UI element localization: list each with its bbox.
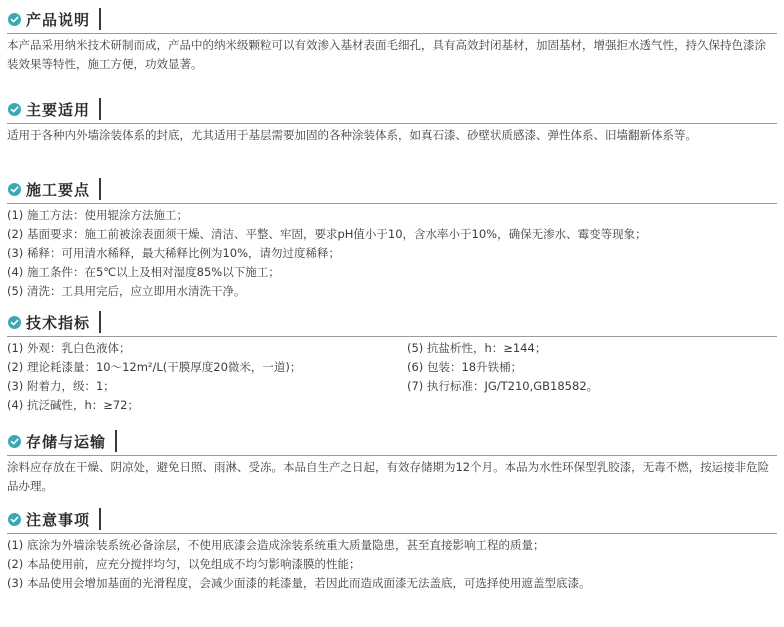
list-item: (2) 本品使用前，应充分搅拌均匀，以免组成不均匀影响漆膜的性能； bbox=[7, 557, 361, 571]
title-divider-bar bbox=[99, 178, 101, 200]
section-construction-points bbox=[7, 176, 777, 301]
spec-item: (3) 附着力，级：1； bbox=[7, 379, 115, 393]
spec-item: (7) 执行标准：JG/T210,GB18582。 bbox=[407, 379, 599, 393]
section-body bbox=[7, 126, 777, 145]
list-item: (4) 施工条件：在5℃以上及相对湿度85%以下施工； bbox=[7, 265, 280, 279]
section-header bbox=[7, 176, 777, 202]
check-circle-icon bbox=[8, 103, 21, 116]
section-storage-transport bbox=[7, 428, 777, 496]
section-body bbox=[7, 536, 777, 593]
list-item: (3) 本品使用会增加基面的光滑程度，会减少面漆的耗漆量，若因此而造成面漆无法盖底，可选择使用遮盖型底漆。 bbox=[7, 576, 591, 590]
section-title: 主要适用 bbox=[26, 100, 91, 119]
list-item: (5) 清洗：工具用完后，应立即用水清洗干净。 bbox=[7, 284, 246, 298]
list-item: (1) 施工方法：使用辊涂方法施工； bbox=[7, 208, 188, 222]
title-divider-bar bbox=[99, 311, 101, 333]
section-rule bbox=[7, 455, 777, 456]
title-divider-bar bbox=[115, 430, 117, 452]
section-rule bbox=[7, 533, 777, 534]
section-rule bbox=[7, 123, 777, 124]
section-title: 技术指标 bbox=[26, 313, 91, 332]
spec-column-left bbox=[7, 339, 407, 415]
check-circle-icon bbox=[8, 13, 21, 26]
section-title: 施工要点 bbox=[26, 180, 91, 199]
section-rule bbox=[7, 33, 777, 34]
section-title: 注意事项 bbox=[26, 510, 91, 529]
section-technical-specs bbox=[7, 309, 777, 415]
section-precautions bbox=[7, 506, 777, 593]
spec-item: (5) 抗盐析性，h：≥144； bbox=[407, 341, 547, 355]
list-item: (2) 基面要求：施工前被涂表面须干燥、清洁、平整、牢固，要求pH值小于10，含水率小于10%，确保无渗水、霉变等现象； bbox=[7, 227, 647, 241]
spec-column-right bbox=[407, 339, 767, 415]
section-header bbox=[7, 309, 777, 335]
spec-item: (4) 抗泛碱性，h：≥72； bbox=[7, 398, 140, 412]
section-header bbox=[7, 6, 777, 32]
section-body bbox=[7, 206, 777, 301]
section-paragraph: 涂料应存放在干燥、阴凉处，避免日照、雨淋、受冻。本品自生产之日起，有效存储期为12个月。本品为水性环保型乳胶漆，无毒不燃，按运接非危险品办理。 bbox=[7, 460, 770, 493]
section-body bbox=[7, 36, 777, 74]
title-divider-bar bbox=[99, 98, 101, 120]
spec-item: (2) 理论耗漆量：10～12m²/L(干膜厚度20微米，一道)； bbox=[7, 360, 302, 374]
section-rule bbox=[7, 203, 777, 204]
check-circle-icon bbox=[8, 316, 21, 329]
spec-item: (1) 外观：乳白色液体； bbox=[7, 341, 131, 355]
check-circle-icon bbox=[8, 435, 21, 448]
section-title: 产品说明 bbox=[26, 10, 91, 29]
list-item: (3) 稀释：可用清水稀释，最大稀释比例为10%，请勿过度稀释； bbox=[7, 246, 341, 260]
section-title: 存储与运输 bbox=[26, 432, 107, 451]
section-header bbox=[7, 96, 777, 122]
section-paragraph: 本产品采用纳米技术研制而成，产品中的纳米级颗粒可以有效渗入基材表面毛细孔，具有高效封闭基材，加固基材，增强拒水透气性，持久保持色漆涂装效果等特性，施工方便，功效显著。 bbox=[7, 38, 766, 71]
title-divider-bar bbox=[99, 8, 101, 30]
section-body bbox=[7, 339, 777, 415]
section-header bbox=[7, 428, 777, 454]
title-divider-bar bbox=[99, 508, 101, 530]
check-circle-icon bbox=[8, 513, 21, 526]
section-product-description bbox=[7, 6, 777, 74]
section-paragraph: 适用于各种内外墙涂装体系的封底，尤其适用于基层需要加固的各种涂装体系，如真石漆、砂壁状质感漆、弹性体系、旧墙翻新体系等。 bbox=[7, 128, 697, 142]
spec-item: (6) 包装：18升铁桶； bbox=[407, 360, 523, 374]
list-item: (1) 底涂为外墙涂装系统必备涂层，不使用底漆会造成涂装系统重大质量隐患，甚至直接影响工程的质量； bbox=[7, 538, 545, 552]
section-rule bbox=[7, 336, 777, 337]
section-main-application bbox=[7, 96, 777, 145]
section-header bbox=[7, 506, 777, 532]
section-body bbox=[7, 458, 777, 496]
check-circle-icon bbox=[8, 183, 21, 196]
